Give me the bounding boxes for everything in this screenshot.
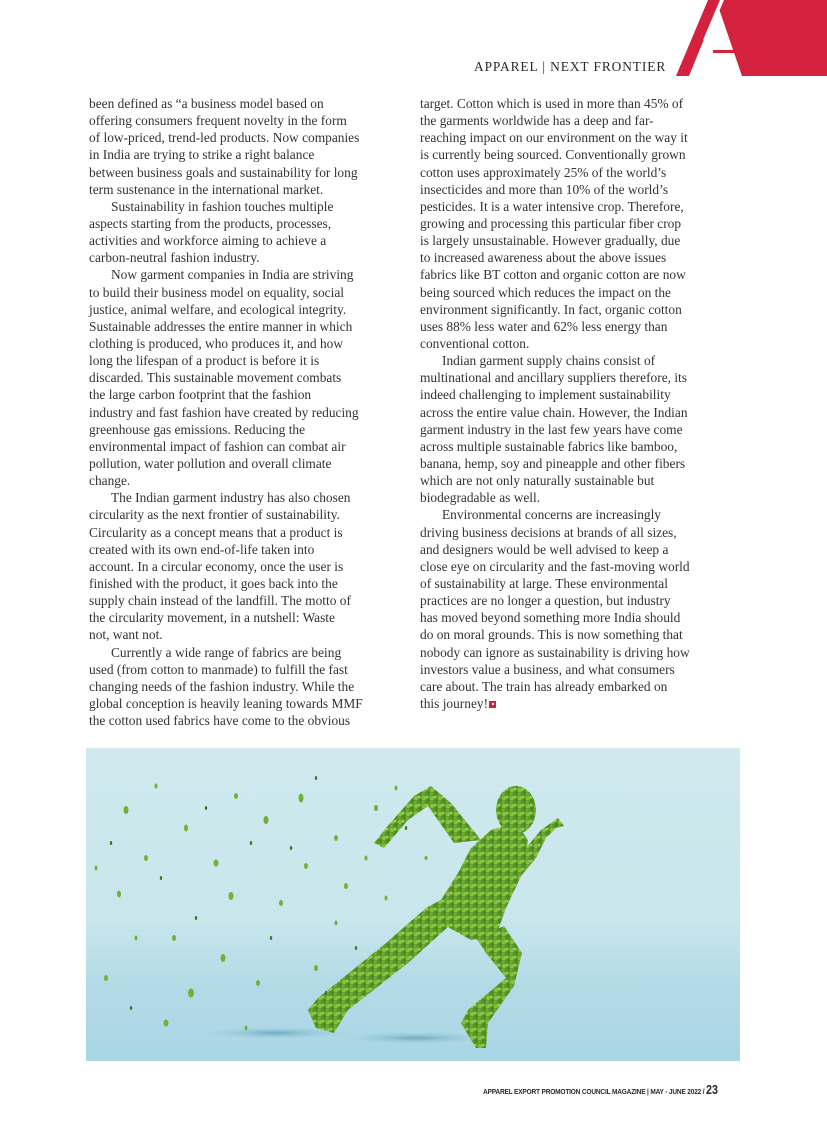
article-line xyxy=(89,301,409,318)
article-line-text: of low-priced, trend-led products. Now companies xyxy=(89,130,360,146)
article-line-text: investors value a business, and what consumers xyxy=(420,661,675,677)
article-line xyxy=(89,249,409,266)
article-line-text: biodegradable as well. xyxy=(420,490,541,506)
article-line xyxy=(89,644,409,661)
article-line xyxy=(420,695,742,712)
article-line-text: Sustainable addresses the entire manner in which xyxy=(89,318,353,334)
article-line-text: Circularity as a concept means that a product is xyxy=(89,524,343,540)
article-line-text: not, want not. xyxy=(89,627,163,643)
article-line-text: insecticides and more than 10% of the world’s xyxy=(420,181,669,197)
article-line-text: the cotton used fabrics have come to the obvious xyxy=(89,713,351,729)
article-line xyxy=(420,112,742,129)
article-column-left xyxy=(89,95,409,729)
article-column-right xyxy=(420,95,742,712)
article-line-text: do on moral grounds. This is now something that xyxy=(420,627,683,643)
article-line-text: Sustainability in fashion touches multiple xyxy=(111,198,334,214)
article-line xyxy=(89,541,409,558)
article-line xyxy=(89,198,409,215)
article-line-text: justice, animal welfare, and ecological integrity. xyxy=(89,301,347,317)
article-line xyxy=(89,369,409,386)
magazine-logo-a-icon xyxy=(676,0,827,76)
article-line-text: driving business decisions at brands of all sizes, xyxy=(420,524,677,540)
article-line-text: to increased awareness about the above issues xyxy=(420,250,667,266)
article-line xyxy=(420,95,742,112)
article-line xyxy=(420,129,742,146)
article-line-text: environment significantly. In fact, organic cotton xyxy=(420,301,682,317)
article-line xyxy=(89,678,409,695)
article-line xyxy=(420,266,742,283)
article-line-text: practices are no longer a question, but industry xyxy=(420,593,671,609)
article-line-text: cotton uses approximately 25% of the world’s xyxy=(420,164,667,180)
article-line xyxy=(89,558,409,575)
article-line-text: carbon-neutral fashion industry. xyxy=(89,250,260,266)
article-line xyxy=(420,524,742,541)
article-line xyxy=(89,129,409,146)
article-line-text: garment industry in the last few years have come xyxy=(420,421,683,437)
article-line xyxy=(89,695,409,712)
article-line xyxy=(89,592,409,609)
footer-publication: APPAREL EXPORT PROMOTION COUNCIL MAGAZINE | MAY - JUNE 2022 xyxy=(483,1087,702,1096)
article-line xyxy=(89,575,409,592)
article-line-text: circularity as the next frontier of sustainability. xyxy=(89,507,340,523)
article-line xyxy=(420,404,742,421)
article-line xyxy=(420,421,742,438)
article-line xyxy=(89,524,409,541)
article-line-text: offering consumers frequent novelty in the form xyxy=(89,113,347,129)
article-line xyxy=(89,266,409,283)
article-line-text: between business goals and sustainability for long xyxy=(89,164,358,180)
article-line xyxy=(420,678,742,695)
article-line-text: which are not only naturally sustainable but xyxy=(420,473,655,489)
article-line-text: nobody can ignore as sustainability is driving how xyxy=(420,644,690,660)
article-line xyxy=(89,146,409,163)
article-line-text: finished with the product, it goes back into the xyxy=(89,575,338,591)
article-line-text: multinational and ancillary suppliers therefore, its xyxy=(420,370,687,386)
article-line-text: across the entire value chain. However, the Indian xyxy=(420,404,688,420)
article-line-text: aspects starting from the products, processes, xyxy=(89,215,332,231)
leaf-runner-image xyxy=(86,748,740,1061)
article-line xyxy=(420,575,742,592)
article-line xyxy=(420,438,742,455)
article-line xyxy=(420,644,742,661)
article-line xyxy=(420,626,742,643)
article-line-text: Now garment companies in India are striving xyxy=(111,267,354,283)
article-line xyxy=(89,609,409,626)
article-line-text: pollution, water pollution and overall climate xyxy=(89,455,332,471)
article-line xyxy=(420,181,742,198)
article-line xyxy=(89,215,409,232)
article-line xyxy=(420,301,742,318)
article-line-text: uses 88% less water and 62% less energy than xyxy=(420,318,668,334)
article-line-text: is currently being sourced. Conventionally grown xyxy=(420,147,686,163)
end-of-article-icon xyxy=(489,701,496,708)
article-line xyxy=(420,506,742,523)
article-line-text: activities and workforce aiming to achieve a xyxy=(89,233,327,249)
article-line xyxy=(420,146,742,163)
article-line-text: fabrics like BT cotton and organic cotton are now xyxy=(420,267,686,283)
article-line xyxy=(420,164,742,181)
article-line-text: environmental impact of fashion can combat air xyxy=(89,438,346,454)
article-line-text: change. xyxy=(89,473,131,489)
article-line-text: is largely unsustainable. However gradually, due xyxy=(420,233,681,249)
page-footer xyxy=(483,1083,718,1097)
article-line-text: in India are trying to strike a right balance xyxy=(89,147,315,163)
article-line xyxy=(420,472,742,489)
article-line xyxy=(420,232,742,249)
article-line xyxy=(420,609,742,626)
article-line-text: industry and fast fashion have created by reducing xyxy=(89,404,359,420)
article-line-text: Environmental concerns are increasingly xyxy=(442,507,661,523)
article-line-text: pesticides. It is a water intensive crop. Therefore, xyxy=(420,198,684,214)
section-header-title: APPAREL | NEXT FRONTIER xyxy=(474,59,667,74)
article-line-text: changing needs of the fashion industry. While the xyxy=(89,678,355,694)
article-line xyxy=(89,284,409,301)
article-line xyxy=(420,215,742,232)
article-line-text: care about. The train has already embarked on xyxy=(420,678,668,694)
article-line-text: has moved beyond something more India should xyxy=(420,610,681,626)
article-line-text: used (from cotton to manmade) to fulfill the fast xyxy=(89,661,348,677)
article-line-text: the large carbon footprint that the fashion xyxy=(89,387,312,403)
article-line-text: to build their business model on equality, social xyxy=(89,284,345,300)
article-line-text: The Indian garment industry has also chosen xyxy=(111,490,351,506)
article-line-text: the circularity movement, in a nutshell: Waste xyxy=(89,610,335,626)
footer-separator: / xyxy=(701,1087,707,1096)
article-line xyxy=(89,472,409,489)
article-line-text: and designers would be well advised to keep a xyxy=(420,541,669,557)
article-line xyxy=(89,95,409,112)
article-line xyxy=(89,421,409,438)
article-line xyxy=(89,455,409,472)
article-line xyxy=(420,198,742,215)
article-line xyxy=(89,626,409,643)
article-line-text: growing and processing this particular fiber crop xyxy=(420,215,682,231)
article-line xyxy=(89,661,409,678)
article-line-text: target. Cotton which is used in more than 45% of xyxy=(420,96,684,111)
article-line xyxy=(89,318,409,335)
article-line-text: supply chain instead of the landfill. The motto of xyxy=(89,593,351,609)
article-line xyxy=(89,352,409,369)
article-line-text: term sustenance in the international market. xyxy=(89,181,324,197)
article-line xyxy=(420,284,742,301)
page-number: 23 xyxy=(706,1083,719,1097)
article-line-text: created with its own end-of-life taken into xyxy=(89,541,315,557)
article-line xyxy=(420,249,742,266)
article-line xyxy=(420,335,742,352)
article-line xyxy=(420,352,742,369)
leaf-runner-illustration-icon xyxy=(86,748,740,1061)
article-line xyxy=(89,489,409,506)
article-line-text: reaching impact on our environment on the way it xyxy=(420,130,688,146)
article-line-text: conventional cotton. xyxy=(420,335,530,351)
article-line-text: being sourced which reduces the impact on the xyxy=(420,284,671,300)
article-line-text: close eye on circularity and the fast-moving world xyxy=(420,558,690,574)
article-line-text: banana, hemp, soy and pineapple and other fibers xyxy=(420,455,686,471)
article-line xyxy=(89,404,409,421)
article-line-text: global conception is heavily leaning towards MMF xyxy=(89,695,363,711)
article-line xyxy=(420,455,742,472)
article-line xyxy=(420,318,742,335)
article-line-text: been defined as “a business model based on xyxy=(89,96,324,111)
article-line xyxy=(420,369,742,386)
article-line xyxy=(420,558,742,575)
article-line-text: across multiple sustainable fabrics like bamboo, xyxy=(420,438,678,454)
article-line xyxy=(420,541,742,558)
article-line xyxy=(420,592,742,609)
article-line xyxy=(89,164,409,181)
article-line xyxy=(89,232,409,249)
article-line-text: of sustainability at large. These environmental xyxy=(420,575,668,591)
article-line xyxy=(89,181,409,198)
article-line xyxy=(89,438,409,455)
article-line xyxy=(420,386,742,403)
article-line-text: clothing is produced, who produces it, and how xyxy=(89,335,344,351)
article-line xyxy=(89,112,409,129)
article-line xyxy=(89,506,409,523)
article-line-text: greenhouse gas emissions. Reducing the xyxy=(89,421,306,437)
article-line-text: Currently a wide range of fabrics are being xyxy=(111,644,342,660)
article-line-text: Indian garment supply chains consist of xyxy=(442,353,656,369)
article-line-text: discarded. This sustainable movement combats xyxy=(89,370,342,386)
article-line-text: the garments worldwide has a deep and far- xyxy=(420,113,654,129)
article-line-text: long the lifespan of a product is before it is xyxy=(89,353,320,369)
article-line-text: indeed challenging to implement sustainability xyxy=(420,387,671,403)
article-line-text: this journey! xyxy=(420,695,489,711)
article-line xyxy=(89,712,409,729)
article-line xyxy=(89,386,409,403)
article-line xyxy=(420,661,742,678)
article-line-text: account. In a circular economy, once the user is xyxy=(89,558,344,574)
article-line xyxy=(89,335,409,352)
article-line xyxy=(420,489,742,506)
